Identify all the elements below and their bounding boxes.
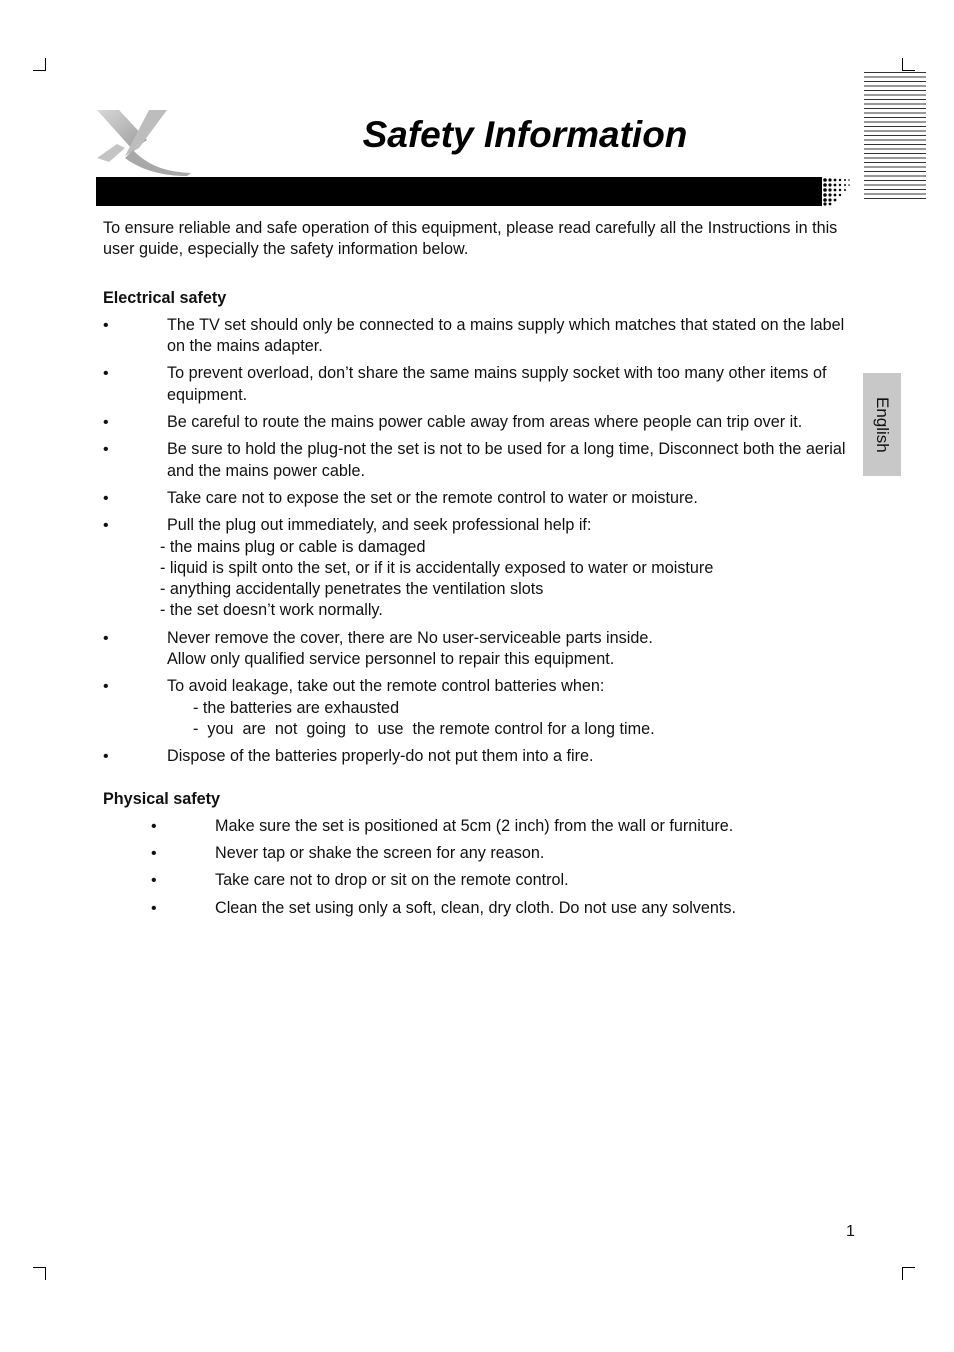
- list-item: [103, 439, 863, 482]
- list-item-text: Dispose of the batteries properly-do not put them into a fire.: [167, 747, 594, 766]
- list-item-text: Clean the set using only a soft, clean, dry cloth. Do not use any solvents.: [215, 898, 736, 917]
- crop-mark-bottom-right: [902, 1267, 915, 1280]
- list-item: [103, 816, 863, 837]
- list-item: [103, 843, 863, 864]
- decorative-lines: [864, 72, 926, 200]
- page-number: 1: [846, 1223, 855, 1240]
- list-item-text: Never tap or shake the screen for any reason.: [215, 844, 545, 863]
- bullet-icon: •: [151, 899, 157, 917]
- sub-item: - the mains plug or cable is damaged: [160, 537, 426, 556]
- language-tab: [863, 373, 901, 476]
- list-item: [103, 315, 863, 358]
- sub-item: - anything accidentally penetrates the ventilation slots: [160, 580, 544, 599]
- list-item-text: Take care not to expose the set or the remote control to water or moisture.: [167, 488, 698, 507]
- bullet-icon: •: [103, 629, 109, 647]
- list-item-text: Be careful to route the mains power cable away from areas where people can trip over it.: [167, 413, 803, 432]
- list-item: [103, 363, 863, 406]
- physical-safety-heading: Physical safety: [103, 789, 220, 808]
- bullet-icon: •: [151, 817, 157, 835]
- bullet-icon: •: [103, 489, 109, 507]
- bullet-icon: •: [151, 872, 157, 890]
- bullet-icon: •: [151, 845, 157, 863]
- bullet-icon: •: [103, 678, 109, 696]
- sub-item: - the set doesn’t work normally.: [160, 601, 383, 620]
- sub-item: - you are not going to use the remote control for a long time.: [193, 719, 655, 738]
- list-item: [103, 628, 863, 671]
- list-item-text: To prevent overload, don’t share the same mains supply socket with too many other items of equipment.: [167, 364, 827, 404]
- intro-paragraph: To ensure reliable and safe operation of this equipment, please read carefully all the Instructions in this user guide, especially the safety information below.: [103, 219, 838, 259]
- crop-mark-top-left: [33, 58, 46, 71]
- document-body: [103, 218, 863, 925]
- list-item: [103, 515, 863, 621]
- brand-logo: [95, 106, 195, 176]
- language-tab-label: English: [873, 396, 892, 453]
- list-item-text: To avoid leakage, take out the remote control batteries when:: [167, 677, 605, 696]
- list-item: [103, 488, 863, 509]
- list-item: [103, 898, 863, 919]
- list-item: [103, 746, 863, 767]
- bullet-icon: •: [103, 365, 109, 383]
- sub-item: - liquid is spilt onto the set, or if it is accidentally exposed to water or moisture: [160, 558, 714, 577]
- header-bar: [96, 177, 818, 206]
- list-item-text: Allow only qualified service personnel to repair this equipment.: [167, 650, 615, 669]
- header-bar-dots: [818, 177, 852, 206]
- list-item-text: Take care not to drop or sit on the remote control.: [215, 871, 569, 890]
- list-item: [103, 412, 863, 433]
- list-item-text: Make sure the set is positioned at 5cm (2 inch) from the wall or furniture.: [215, 816, 734, 835]
- list-item-text: Pull the plug out immediately, and seek professional help if:: [167, 516, 592, 535]
- crop-mark-top-right: [902, 58, 915, 71]
- bullet-icon: •: [103, 414, 109, 432]
- list-item-text: The TV set should only be connected to a mains supply which matches that stated on the label on the mains adapter.: [167, 315, 845, 356]
- list-item-text: Never remove the cover, there are No user-serviceable parts inside.: [167, 628, 653, 647]
- sub-item: - the batteries are exhausted: [193, 698, 400, 717]
- list-item: [103, 870, 863, 891]
- bullet-icon: •: [103, 441, 109, 459]
- list-item-text: Be sure to hold the plug-not the set is not to be used for a long time, Disconnect both the aerial and the mains power cable.: [167, 440, 846, 480]
- bullet-icon: •: [103, 517, 109, 535]
- bullet-icon: •: [103, 316, 109, 334]
- page-title: Safety Information: [362, 114, 688, 155]
- list-item: [103, 676, 863, 740]
- electrical-safety-heading: Electrical safety: [103, 288, 227, 307]
- crop-mark-bottom-left: [33, 1267, 46, 1280]
- bullet-icon: •: [103, 748, 109, 766]
